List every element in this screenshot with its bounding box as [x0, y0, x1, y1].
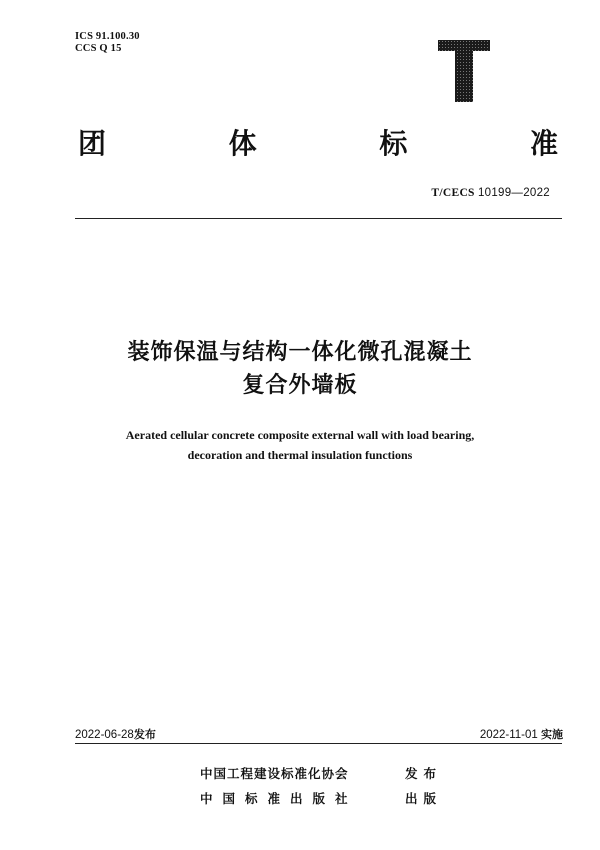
press-name: 中国标准出版社: [200, 791, 358, 806]
top-divider: [75, 218, 562, 219]
t-standard-logo: [438, 40, 490, 102]
issuer-action: 发布: [405, 766, 443, 781]
press-action: 出版: [405, 791, 443, 806]
ics-code: ICS 91.100.30: [75, 31, 140, 42]
issue-date-label: 发布: [133, 728, 156, 741]
implement-date-label: 实施: [541, 728, 563, 741]
standard-code: 10199—2022: [477, 187, 550, 199]
standard-prefix: T/CECS: [431, 187, 475, 199]
issue-date: [75, 726, 156, 742]
type-char-2: 体: [228, 127, 257, 160]
ccs-code: CCS Q 15: [75, 43, 122, 54]
standard-type-heading: [78, 124, 558, 164]
title-cn-line1: 装饰保温与结构一体化微孔混凝土: [127, 340, 473, 365]
title-en-line2: decoration and thermal insulation functions: [187, 448, 413, 462]
implement-date: [480, 726, 563, 742]
type-char-4: 准: [529, 127, 558, 160]
type-char-1: 团: [78, 127, 107, 160]
title-cn-line2: 复合外墙板: [242, 373, 358, 398]
title-en-line1: Aerated cellular concrete composite external wall with load bearing,: [125, 428, 475, 442]
issuer-name: 中国工程建设标准化协会: [200, 766, 349, 781]
issue-date-value: 2022-06-28: [75, 729, 134, 741]
bottom-divider: [75, 743, 562, 744]
type-char-3: 标: [379, 127, 408, 160]
standard-number: [431, 187, 550, 199]
classification-codes: [75, 31, 140, 55]
implement-date-value: 2022-11-01: [479, 729, 538, 741]
